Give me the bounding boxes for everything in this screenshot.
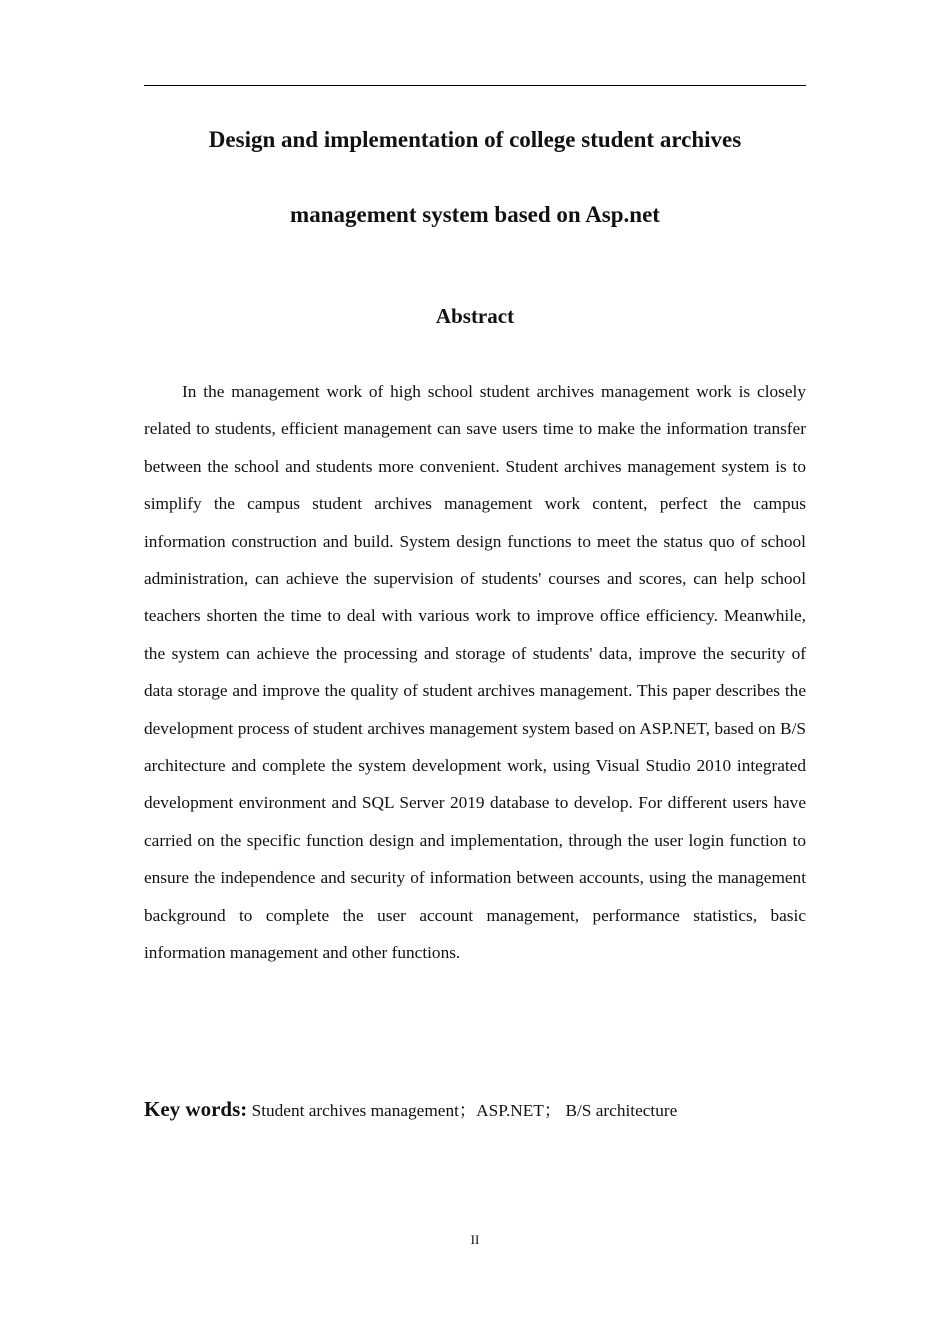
keywords-text: Student archives management；ASP.NET； B/S architecture xyxy=(251,1101,678,1120)
abstract-heading: Abstract xyxy=(435,304,515,328)
title-line-2: management system based on Asp.net xyxy=(290,202,660,227)
abstract-body: In the management work of high school student archives management work is closely related to students, efficient management can save users time to make the information transfer between the school and students more convenient. Student archives management system is to simplify the campus student archives management work content, perfect the campus information construction and build. System design functions to meet the status quo of school administration, can achieve the supervision of students' courses and scores, can help school teachers shorten the time to deal with various work to improve office efficiency. Meanwhile, the system can achieve the processing and storage of students' data, improve the security of data storage and improve the quality of student archives management. This paper describes the development process of student archives management system based on ASP.NET, based on B/S architecture and complete the system development work, using Visual Studio 2010 integrated development environment and SQL Server 2019 database to develop. For different users have carried on the specific function design and implementation, through the user login function to ensure the independence and security of information between accounts, using the management background to complete the user account management, performance statistics, basic information management and other functions. xyxy=(144,382,806,963)
title-line-1: Design and implementation of college student archives xyxy=(208,127,742,152)
page-number: II xyxy=(470,1232,480,1247)
header-rule xyxy=(144,85,806,86)
keywords-label: Key words: xyxy=(144,1097,248,1121)
keywords-line xyxy=(144,1093,806,1127)
